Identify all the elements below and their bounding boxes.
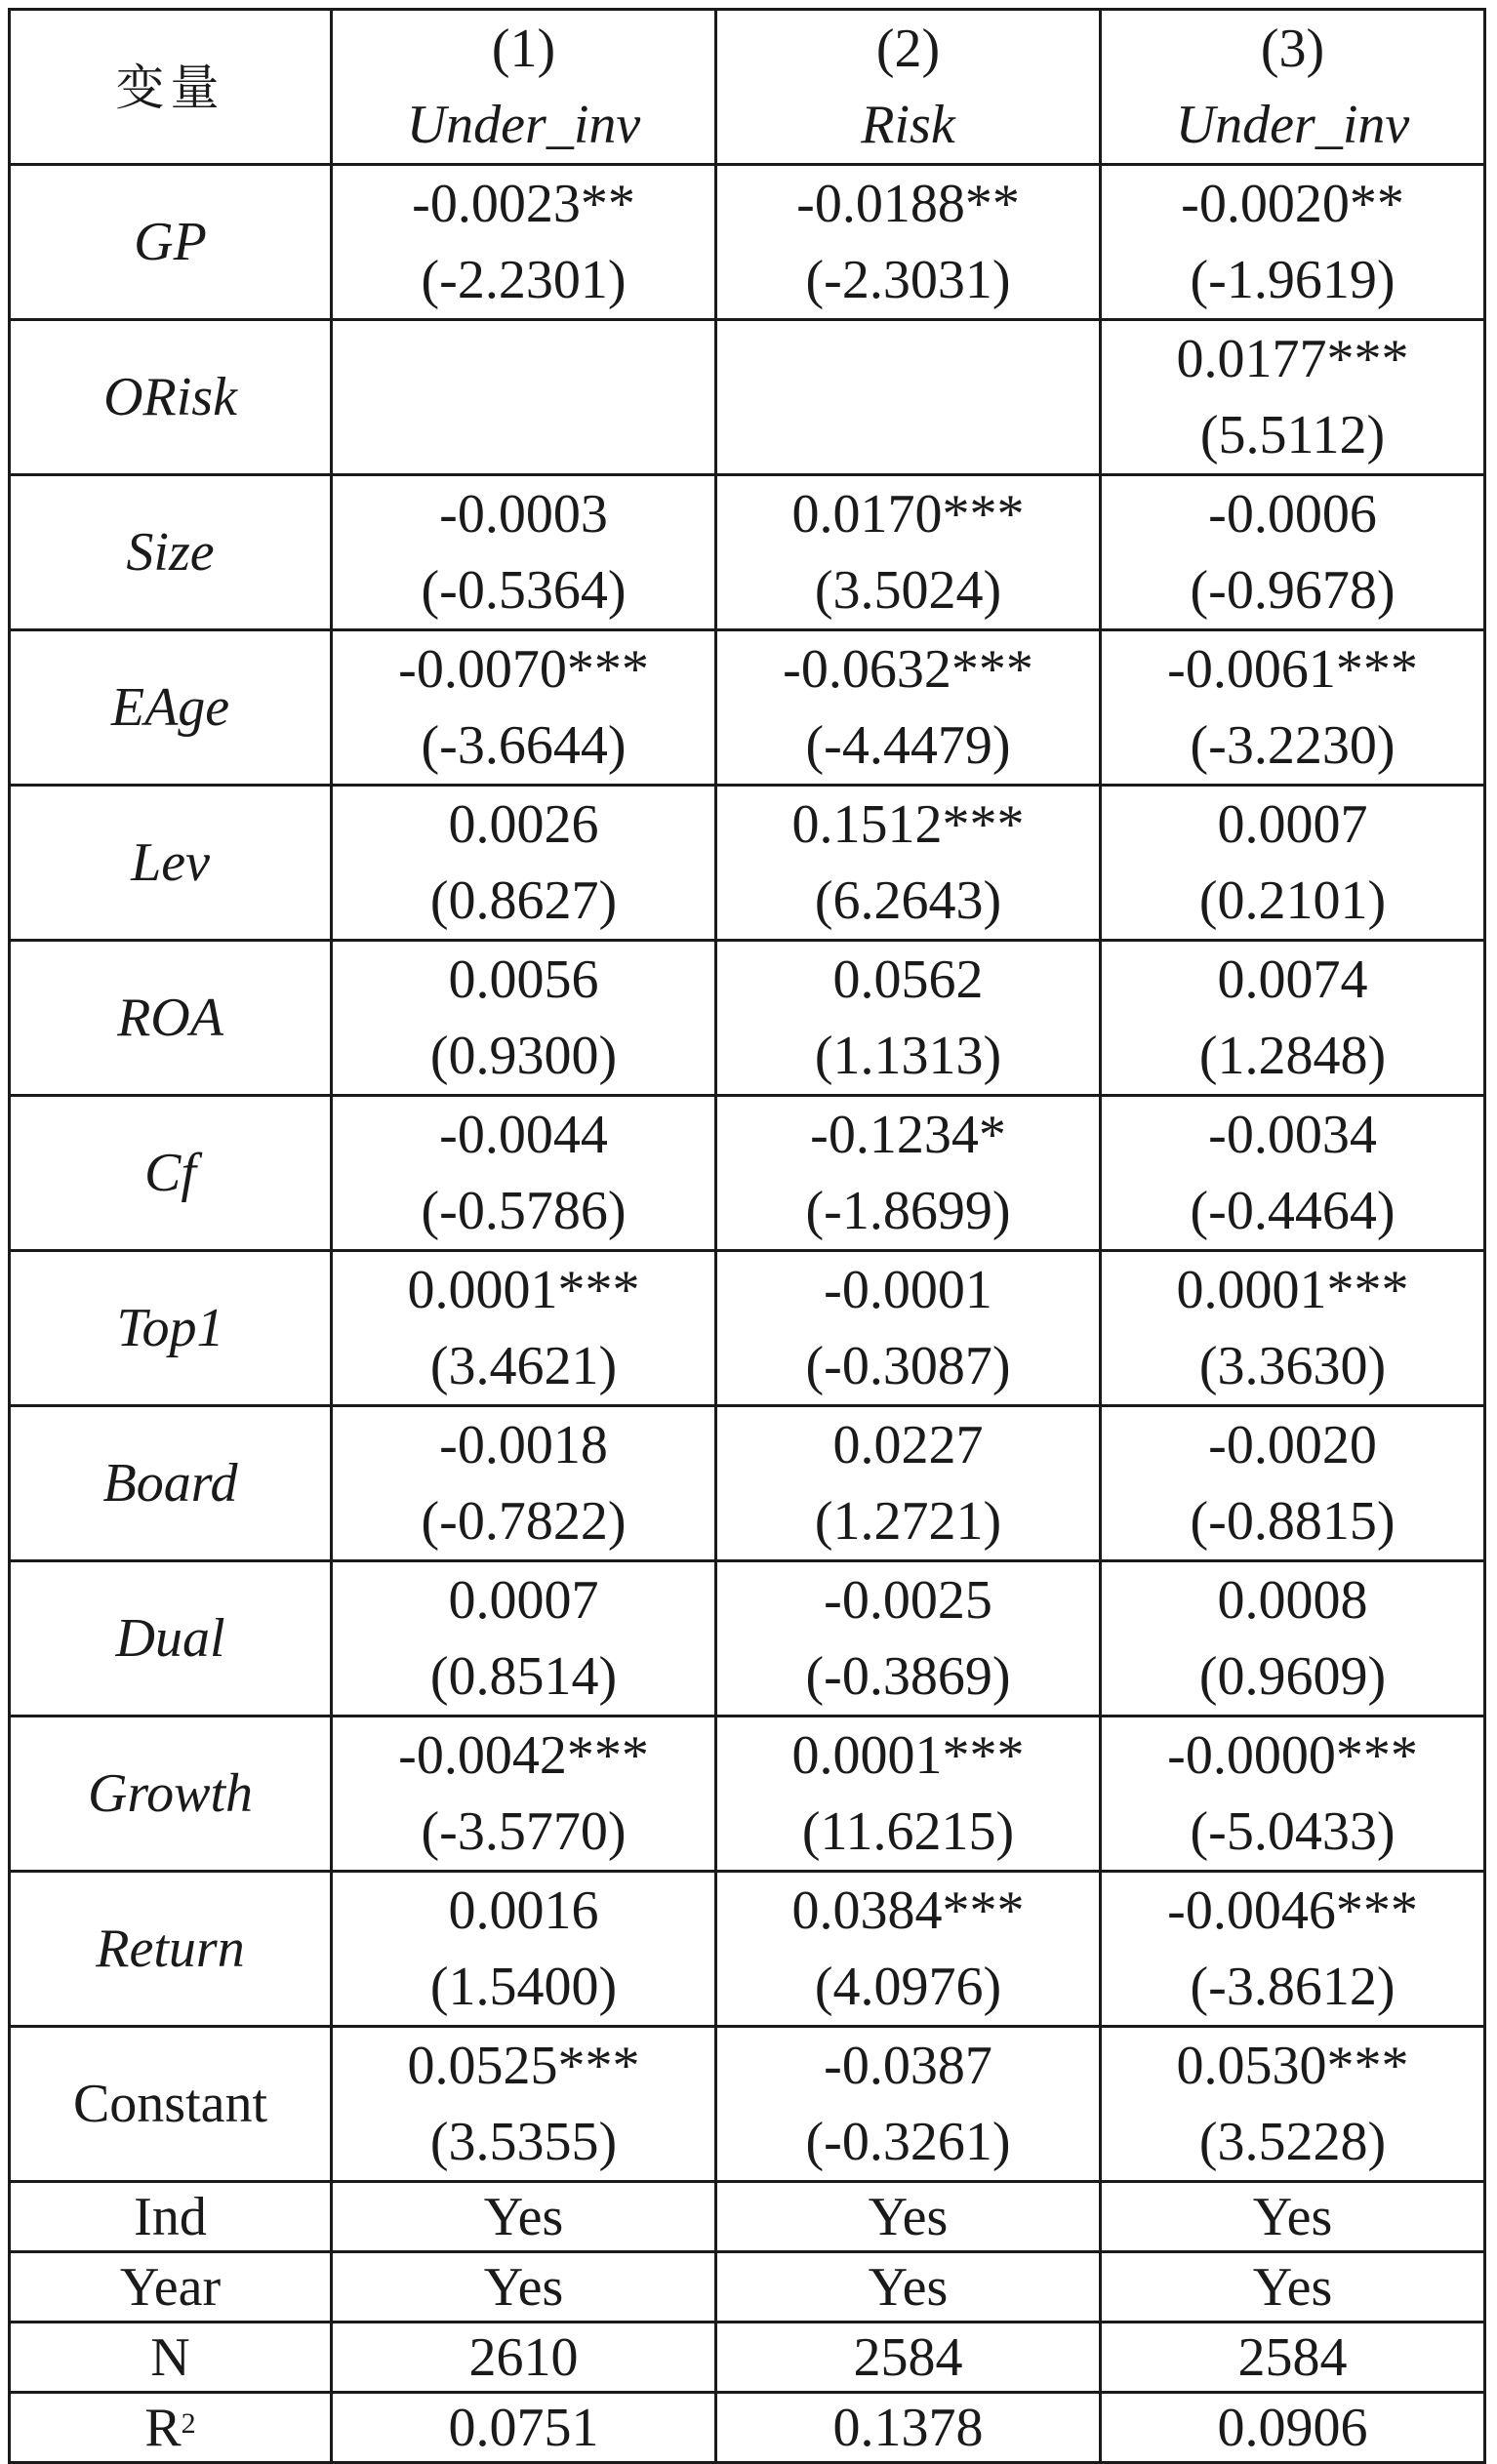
estimate-cell	[716, 475, 1101, 630]
t-statistic: (3.4621)	[429, 1336, 618, 1396]
t-statistic: (-2.2301)	[421, 250, 627, 310]
coefficient: 0.0530***	[1176, 2036, 1409, 2096]
estimate-cell	[1101, 165, 1485, 320]
control-value: Yes	[332, 2182, 716, 2252]
coefficient: -0.0044	[439, 1105, 608, 1165]
coefficient: 0.0227	[832, 1415, 984, 1475]
row-label: Top1	[10, 1251, 332, 1406]
row-label: Board	[10, 1406, 332, 1561]
t-statistic: (-0.3087)	[805, 1336, 1011, 1396]
estimate-cell	[332, 1096, 716, 1251]
coefficient: -0.0020	[1208, 1415, 1377, 1475]
coefficient: 0.0008	[1217, 1570, 1368, 1631]
t-statistic: (0.8627)	[429, 870, 618, 931]
t-statistic: (1.2721)	[814, 1491, 1002, 1552]
t-statistic: (1.5400)	[429, 1957, 618, 2017]
coefficient: -0.0020**	[1181, 174, 1404, 234]
t-statistic: (-0.3261)	[805, 2112, 1011, 2172]
t-statistic: (3.5355)	[429, 2112, 618, 2172]
variable-row	[10, 1406, 1485, 1561]
t-statistic: (6.2643)	[814, 870, 1002, 931]
t-statistic: (-2.3031)	[805, 250, 1011, 310]
estimate-cell	[1101, 630, 1485, 786]
estimate-cell	[716, 320, 1101, 475]
t-statistic: (0.2101)	[1198, 870, 1387, 931]
variable-row	[10, 1561, 1485, 1717]
estimate-cell	[716, 786, 1101, 941]
variable-row	[10, 786, 1485, 941]
column-header-1	[332, 10, 716, 165]
estimate-cell	[1101, 786, 1485, 941]
variable-row	[10, 630, 1485, 786]
variable-row	[10, 1096, 1485, 1251]
estimate-cell	[332, 1406, 716, 1561]
row-label: Size	[10, 475, 332, 630]
coefficient: -0.1234*	[810, 1105, 1006, 1165]
row-label: Return	[10, 1872, 332, 2027]
coefficient: -0.0023**	[412, 174, 635, 234]
row-label: N	[10, 2323, 332, 2393]
t-statistic: (-5.0433)	[1190, 1801, 1396, 1862]
column-name: Under_inv	[1175, 95, 1410, 155]
estimate-cell	[332, 786, 716, 941]
t-statistic: (3.5228)	[1198, 2112, 1387, 2172]
r-squared-value: 0.0906	[1101, 2393, 1485, 2463]
row-label: EAge	[10, 630, 332, 786]
header-row	[10, 10, 1485, 165]
estimate-cell	[1101, 941, 1485, 1096]
coefficient: -0.0001	[824, 1260, 992, 1320]
control-row	[10, 2252, 1485, 2323]
control-value: Yes	[716, 2252, 1101, 2323]
coefficient: -0.0046***	[1167, 1880, 1418, 1941]
estimate-cell	[716, 1872, 1101, 2027]
t-statistic: (-0.5364)	[421, 560, 627, 621]
row-label: Dual	[10, 1561, 332, 1717]
estimate-cell	[1101, 1717, 1485, 1872]
coefficient: 0.0177***	[1176, 329, 1409, 389]
coefficient: -0.0034	[1208, 1105, 1377, 1165]
t-statistic: (-1.9619)	[1190, 250, 1396, 310]
coefficient: 0.0026	[448, 794, 599, 855]
coefficient: 0.0056	[448, 949, 599, 1010]
row-label: Cf	[10, 1096, 332, 1251]
variable-row	[10, 165, 1485, 320]
coefficient: -0.0188**	[796, 174, 1020, 234]
t-statistic: (-3.2230)	[1190, 715, 1396, 776]
estimate-cell	[716, 1717, 1101, 1872]
row-label: Constant	[10, 2027, 332, 2182]
t-statistic: (-3.8612)	[1190, 1957, 1396, 2017]
coefficient: -0.0018	[439, 1415, 608, 1475]
t-statistic: (4.0976)	[814, 1957, 1002, 2017]
coefficient: 0.0525***	[407, 2036, 640, 2096]
coefficient: -0.0632***	[783, 639, 1033, 700]
coefficient: 0.0016	[448, 1880, 599, 1941]
variable-row	[10, 941, 1485, 1096]
row-label: Year	[10, 2252, 332, 2323]
t-statistic: (-4.4479)	[805, 715, 1011, 776]
estimate-cell	[716, 941, 1101, 1096]
estimate-cell	[716, 165, 1101, 320]
estimate-cell	[332, 1561, 716, 1717]
r-squared-value: 0.0751	[332, 2393, 716, 2463]
control-value: 2584	[1101, 2323, 1485, 2393]
variable-row	[10, 475, 1485, 630]
column-number: (2)	[875, 19, 941, 79]
t-statistic: (1.2848)	[1198, 1026, 1387, 1086]
t-statistic: (-0.8815)	[1190, 1491, 1396, 1552]
t-statistic: (-3.5770)	[421, 1801, 627, 1862]
variable-row	[10, 2027, 1485, 2182]
column-number: (1)	[491, 19, 556, 79]
coefficient: 0.0384***	[791, 1880, 1025, 1941]
estimate-cell	[1101, 320, 1485, 475]
estimate-cell	[716, 1406, 1101, 1561]
coefficient: -0.0003	[439, 484, 608, 545]
variable-row	[10, 320, 1485, 475]
estimate-cell	[1101, 475, 1485, 630]
row-label: ROA	[10, 941, 332, 1096]
estimate-cell	[332, 320, 716, 475]
estimate-cell	[332, 165, 716, 320]
coefficient: -0.0061***	[1167, 639, 1418, 700]
estimate-cell	[716, 1561, 1101, 1717]
estimate-cell	[332, 941, 716, 1096]
estimate-cell	[716, 2027, 1101, 2182]
row-label: Lev	[10, 786, 332, 941]
t-statistic: (5.5112)	[1199, 405, 1386, 465]
coefficient: -0.0025	[824, 1570, 992, 1631]
control-value: 2610	[332, 2323, 716, 2393]
estimate-cell	[332, 1872, 716, 2027]
r-squared-value: 0.1378	[716, 2393, 1101, 2463]
coefficient: -0.0070***	[398, 639, 649, 700]
column-name: Risk	[861, 95, 955, 155]
t-statistic: (-1.8699)	[805, 1181, 1011, 1241]
coefficient: 0.0170***	[791, 484, 1025, 545]
estimate-cell	[332, 475, 716, 630]
estimate-cell	[716, 630, 1101, 786]
column-header-3	[1101, 10, 1485, 165]
control-value: Yes	[716, 2182, 1101, 2252]
estimate-cell	[332, 1717, 716, 1872]
row-label: GP	[10, 165, 332, 320]
estimate-cell	[1101, 2027, 1485, 2182]
estimate-cell	[332, 2027, 716, 2182]
row-label-r-squared: $R^2$	[10, 2393, 332, 2463]
variable-header: 变量	[10, 10, 332, 165]
column-name: Under_inv	[406, 95, 641, 155]
estimate-cell	[716, 1096, 1101, 1251]
estimate-cell	[1101, 1561, 1485, 1717]
coefficient: 0.0001***	[1176, 1260, 1409, 1320]
control-value: Yes	[332, 2252, 716, 2323]
row-label: Ind	[10, 2182, 332, 2252]
t-statistic: (-3.6644)	[421, 715, 627, 776]
estimate-cell	[1101, 1872, 1485, 2027]
coefficient: 0.0074	[1217, 949, 1368, 1010]
coefficient: 0.0562	[832, 949, 984, 1010]
r-squared-row	[10, 2393, 1485, 2463]
coefficient: 0.1512***	[791, 794, 1025, 855]
estimate-cell	[332, 630, 716, 786]
variable-row	[10, 1717, 1485, 1872]
coefficient: 0.0007	[448, 1570, 599, 1631]
control-value: Yes	[1101, 2252, 1485, 2323]
coefficient: -0.0000***	[1167, 1725, 1418, 1786]
control-value: Yes	[1101, 2182, 1485, 2252]
regression-table-container	[8, 8, 1483, 2464]
t-statistic: (-0.3869)	[805, 1646, 1011, 1707]
row-label: Growth	[10, 1717, 332, 1872]
t-statistic: (3.5024)	[814, 560, 1002, 621]
t-statistic: (0.9300)	[429, 1026, 618, 1086]
coefficient: 0.0001***	[791, 1725, 1025, 1786]
t-statistic: (-0.7822)	[421, 1491, 627, 1552]
t-statistic: (-0.4464)	[1190, 1181, 1396, 1241]
row-label: ORisk	[10, 320, 332, 475]
t-statistic: (3.3630)	[1198, 1336, 1387, 1396]
variable-row	[10, 1251, 1485, 1406]
coefficient: 0.0007	[1217, 794, 1368, 855]
column-header-2	[716, 10, 1101, 165]
control-row	[10, 2182, 1485, 2252]
estimate-cell	[1101, 1096, 1485, 1251]
t-statistic: (-0.9678)	[1190, 560, 1396, 621]
regression-table	[8, 8, 1486, 2464]
t-statistic: (0.8514)	[429, 1646, 618, 1707]
estimate-cell	[716, 1251, 1101, 1406]
coefficient: 0.0001***	[407, 1260, 640, 1320]
t-statistic: (0.9609)	[1198, 1646, 1387, 1707]
estimate-cell	[1101, 1251, 1485, 1406]
coefficient: -0.0387	[824, 2036, 992, 2096]
t-statistic: (1.1313)	[814, 1026, 1002, 1086]
coefficient: -0.0006	[1208, 484, 1377, 545]
estimate-cell	[1101, 1406, 1485, 1561]
control-value: 2584	[716, 2323, 1101, 2393]
t-statistic: (-0.5786)	[421, 1181, 627, 1241]
control-row	[10, 2323, 1485, 2393]
coefficient: -0.0042***	[398, 1725, 649, 1786]
estimate-cell	[332, 1251, 716, 1406]
t-statistic: (11.6215)	[801, 1801, 1015, 1862]
variable-row	[10, 1872, 1485, 2027]
column-number: (3)	[1260, 19, 1325, 79]
